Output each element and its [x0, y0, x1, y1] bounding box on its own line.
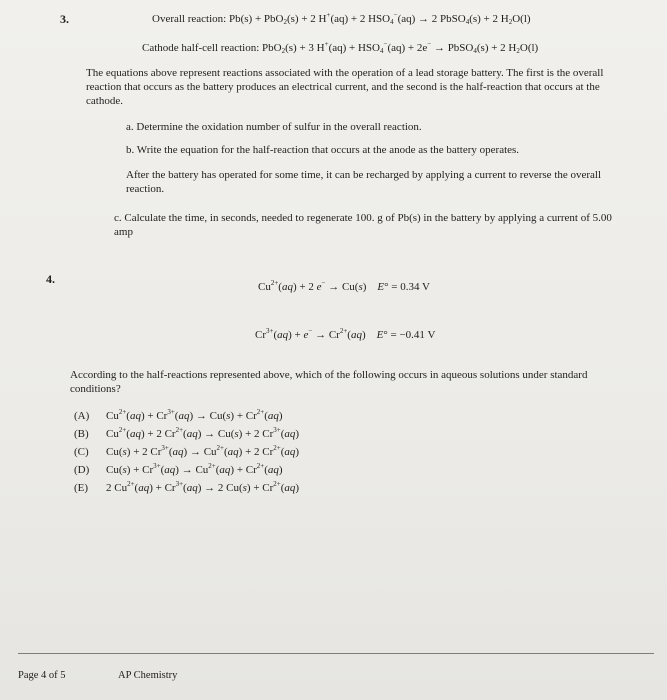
choice-label: (C)	[74, 446, 89, 458]
choice-label: (A)	[74, 410, 90, 422]
part-a: a. Determine the oxidation number of sulfur in the overall reaction.	[126, 121, 422, 133]
footer-divider	[18, 653, 654, 654]
question-3-number: 3.	[60, 12, 69, 26]
question-4-number: 4.	[46, 272, 55, 286]
overall-reaction-equation: Pb(s) + PbO$_2$(s) + 2 H+(aq) + 2 $HSO_4^-(aq) \to 2$ PbSO$_4$(s) + 2 $H_2O(l)$	[228, 11, 531, 26]
half-reaction-chromium: $Cr^{3+}(aq) + e^- \to Cr^{2+}(aq)$ E° = −0.41 V	[255, 327, 436, 341]
cathode-reaction-label: Cathode half-cell reaction:	[142, 42, 260, 54]
overall-reaction	[152, 11, 531, 26]
choice-d[interactable]: (D) $Cu(s) + Cr^{3+}(aq) \to Cu^{2+}(aq) + Cr^{2+}(aq)$	[74, 457, 299, 475]
half-reaction-copper: $Cu^{2+}(aq) + 2$ e− → Cu(s) E° = 0.34 V	[258, 279, 430, 293]
cathode-reaction-equation: PbO$_2$(s) + 3 $H^+(aq) + HSO_4^-(aq) + 2e^-$ → PbSO$_4$(s) + 2 $H_2O(l)$	[262, 40, 539, 55]
overall-reaction-label: Overall reaction:	[152, 13, 227, 25]
question-4-prompt: According to the half-reactions represented above, which of the following occurs in aqueous solutions under standard conditions?	[70, 369, 588, 395]
cathode-reaction	[142, 40, 538, 55]
recharge-note: After the battery has operated for some time, it can be recharged by applying a current to reverse the overall reaction.	[126, 169, 602, 195]
choice-label: (E)	[74, 482, 89, 494]
choice-e[interactable]: (E) 2 $Cu^{2+}(aq) + Cr^{3+}(aq) \to 2$ $Cu(s) + Cr^{2+}(aq)$	[74, 475, 299, 493]
choice-label: (D)	[74, 464, 90, 476]
answer-choices	[74, 403, 299, 493]
part-c: c. Calculate the time, in seconds, needed to regenerate 100. g of Pb(s) in the battery by applying a current of 5.00 amp	[114, 212, 612, 238]
choice-b[interactable]: (B) $Cu^{2+}(aq) + 2$ $Cr^{2+}(aq) \to Cu(s) + 2$ $Cr^{3+}(aq)$	[74, 421, 299, 439]
choice-c[interactable]: (C) Cu(s) + 2 $Cr^{3+}(aq) \to Cu^{2+}(aq) + 2$ $Cr^{2+}(aq)$	[74, 439, 299, 457]
choice-label: (B)	[74, 428, 89, 440]
part-b: b. Write the equation for the half-reaction that occurs at the anode as the battery operates.	[126, 144, 520, 156]
course-name: AP Chemistry	[118, 670, 178, 681]
choice-a[interactable]: (A) $Cu^{2+}(aq) + Cr^{3+}(aq) \to Cu(s) + Cr^{2+}(aq)$	[74, 403, 299, 421]
page-number: Page 4 of 5	[18, 670, 66, 681]
question-3-intro: The equations above represent reactions associated with the operation of a lead storage battery. The first is the overall reaction that occurs as the battery produces an electrical current, and the second is the half-reaction that occurs at the cathode.	[86, 67, 604, 107]
